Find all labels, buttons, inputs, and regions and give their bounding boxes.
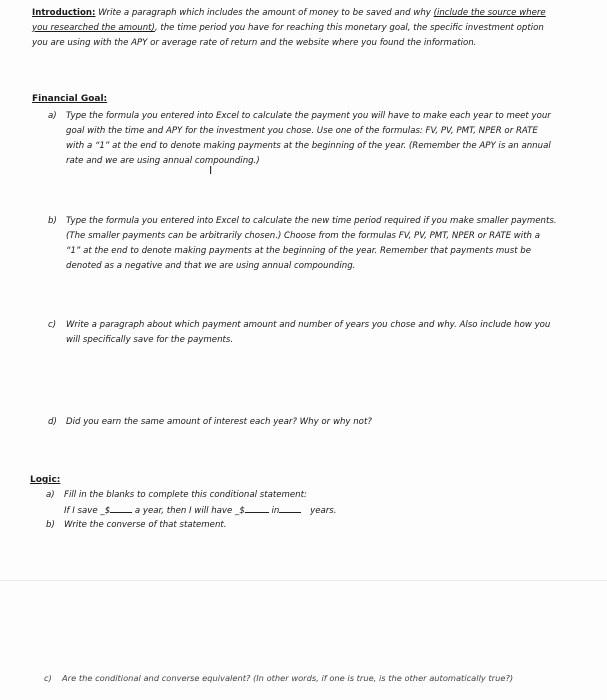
item-a-line-2: goal with the time and APY for the investment you chose. Use one of the formulas: FV, PV, PMT, NPER or RATE — [66, 126, 538, 136]
item-label: a) — [48, 111, 57, 121]
conditional-statement — [64, 503, 337, 519]
introduction-text-3: you are using with the APY or average rate of return and the website where you found the information. — [32, 38, 477, 48]
blank-save-amount[interactable] — [110, 503, 132, 513]
item-c-line-1: Write a paragraph about which payment amount and number of years you chose and why. Also include how you — [66, 320, 551, 330]
blank-years[interactable] — [279, 503, 301, 513]
item-label: b) — [48, 216, 57, 226]
item-d-line-1: Did you earn the same amount of interest each year? Why or why not? — [66, 417, 372, 427]
conditional-part-2: a year, then I will have _$ — [134, 506, 245, 516]
blank-total-amount[interactable] — [245, 503, 269, 513]
item-c-line-2: will specifically save for the payments. — [66, 335, 234, 345]
introduction-label: Introduction: — [32, 8, 96, 18]
item-a-line-3: with a “1” at the end to denote making payments at the beginning of the year. (Remember the APY is an annual — [66, 141, 551, 151]
text-cursor-icon: I — [209, 164, 213, 177]
logic-c-text: Are the conditional and converse equivalent? (In other words, if one is true, is the other automatically true?) — [62, 673, 514, 683]
item-b-line-4: denoted as a negative and that we are using annual compounding. — [66, 261, 356, 271]
item-label: d) — [48, 417, 57, 427]
item-label: c) — [44, 673, 52, 683]
introduction-source-note-1: (include the source where — [433, 8, 546, 18]
item-a-line-1: Type the formula you entered into Excel to calculate the payment you will have to make each year to meet your — [66, 111, 551, 121]
item-a-line-4: rate and we are using annual compounding.) — [66, 156, 260, 166]
item-b-line-3: “1” at the end to denote making payments at the beginning of the year. Remember that payments must be — [66, 246, 532, 256]
introduction-source-note-2: you researched the amount) — [32, 23, 155, 33]
logic-heading: Logic: — [30, 475, 61, 485]
item-label: b) — [46, 520, 55, 530]
item-b-line-2: (The smaller payments can be arbitrarily chosen.) Choose from the formulas FV, PV, PMT, NPER or RATE with a — [66, 231, 541, 241]
item-b-line-1: Type the formula you entered into Excel to calculate the new time period required if you make smaller payments. — [66, 216, 557, 226]
introduction-text-2: , the time period you have for reaching this monetary goal, the specific investment option — [154, 23, 544, 33]
conditional-part-4: years. — [310, 506, 337, 516]
introduction-paragraph — [32, 6, 572, 51]
financial-goal-heading: Financial Goal: — [32, 94, 108, 104]
logic-b-text: Write the converse of that statement. — [64, 520, 227, 530]
item-label: a) — [46, 490, 55, 500]
introduction-text-1: Write a paragraph which includes the amount of money to be saved and why — [98, 8, 431, 18]
item-label: c) — [48, 320, 57, 330]
logic-a-text: Fill in the blanks to complete this conditional statement: — [64, 490, 307, 500]
page-divider — [0, 580, 607, 581]
conditional-part-3: in — [271, 506, 280, 516]
conditional-part-1: If I save _$ — [64, 506, 111, 516]
